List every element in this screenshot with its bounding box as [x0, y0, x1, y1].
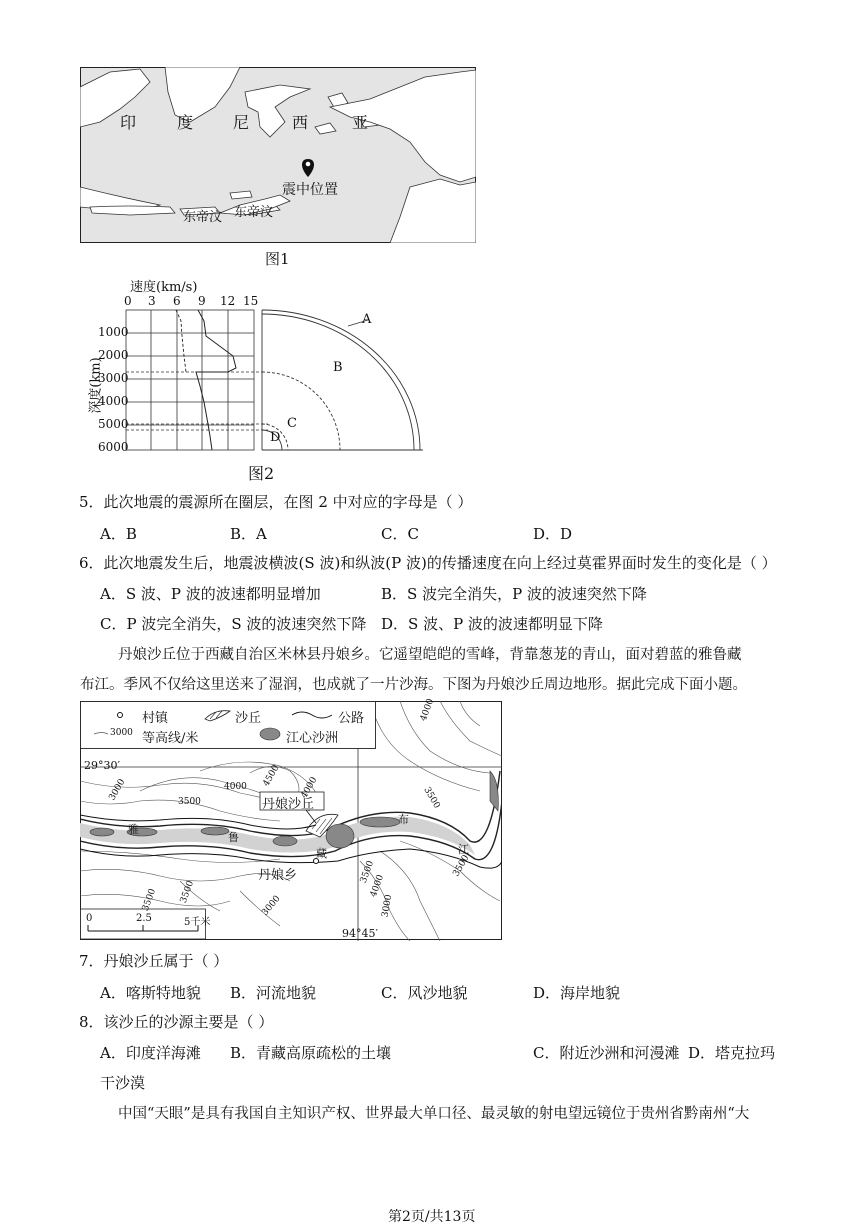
contour-label-6: 3500	[421, 785, 442, 811]
scale-5km: 5千米	[184, 917, 211, 928]
epicenter-label: 震中位置	[282, 182, 338, 198]
legend-dune-label: 沙丘	[235, 711, 262, 726]
q7-option-d[interactable]: D．海岸地貌	[533, 984, 621, 1002]
speed-tick-9: 9	[198, 294, 206, 308]
legend-island-label: 江心沙洲	[286, 731, 339, 746]
danniang-town-label: 丹娘乡	[258, 868, 298, 883]
contour-label-11: 4000	[299, 775, 320, 801]
layer-label-d: D	[270, 430, 281, 445]
map-label-xi: 西	[292, 113, 309, 132]
q8-option-d[interactable]: D．塔克拉玛	[688, 1044, 776, 1062]
river-char-lu: 鲁	[228, 831, 239, 844]
legend-village-label: 村镇	[142, 711, 169, 726]
q7-option-c[interactable]: C．风沙地貌	[381, 984, 468, 1002]
q8-option-b[interactable]: B．青藏高原疏松的土壤	[230, 1044, 392, 1062]
river-char-ya: 雅	[128, 823, 139, 836]
contour-label-7: 4000	[368, 873, 387, 899]
contour-label-1: 4000	[224, 782, 247, 792]
timor-label-west: 东帝汶	[183, 210, 223, 225]
q5-option-b[interactable]: B．A	[230, 525, 267, 543]
layer-label-b: B	[333, 360, 343, 375]
depth-tick-6000: 6000	[98, 440, 129, 454]
question-8-stem: 8．该沙丘的沙源主要是（ ）	[79, 1013, 274, 1031]
river-char-zang: 藏	[316, 847, 327, 860]
contour-label-10: 3500	[178, 879, 197, 905]
q8-option-a[interactable]: A．印度洋海滩	[100, 1044, 201, 1062]
scale-0: 0	[86, 913, 93, 924]
q6-option-c[interactable]: C．P 波完全消失，S 波的波速突然下降	[100, 615, 367, 633]
river-char-bu: 布	[398, 813, 409, 826]
river-char-jiang: 江	[458, 843, 469, 856]
passage-1-line-1: 丹娘沙丘位于西藏自治区米林县丹娘乡。它遥望皑皑的雪峰，背靠葱茏的青山，面对碧蓝的雅鲁藏	[118, 647, 742, 663]
speed-tick-3: 3	[148, 294, 156, 308]
contour-label-12: 3500	[358, 859, 377, 885]
legend-contour-value: 3000	[110, 728, 133, 738]
question-6-stem: 6．此次地震发生后，地震波横波(S 波)和纵波(P 波)的传播速度在向上经过莫霍界面时发生的变化是（ ）	[79, 554, 777, 572]
question-7-stem: 7．丹娘沙丘属于（ ）	[79, 952, 229, 970]
figure-1-map	[80, 67, 476, 243]
legend-road-label: 公路	[338, 711, 365, 726]
question-5-stem: 5．此次地震的震源所在圈层，在图 2 中对应的字母是（ ）	[79, 493, 473, 511]
latitude-label: 29°30′	[84, 759, 120, 772]
contour-label-9: 3500	[140, 887, 159, 913]
q6-option-b[interactable]: B．S 波完全消失，P 波的波速突然下降	[381, 585, 647, 603]
map-label-ya: 亚	[352, 113, 369, 132]
danniang-dune-label: 丹娘沙丘	[262, 797, 315, 812]
scale-2-5: 2.5	[136, 913, 152, 924]
q5-option-d[interactable]: D．D	[533, 525, 573, 543]
q6-option-d[interactable]: D．S 波、P 波的波速都明显下降	[381, 615, 603, 633]
depth-tick-5000: 5000	[98, 417, 129, 431]
contour-label-5: 3000	[107, 777, 128, 803]
contour-label-8: 3000	[260, 894, 283, 918]
q5-option-a[interactable]: A．B	[100, 525, 137, 543]
depth-tick-1000: 1000	[98, 325, 129, 339]
depth-axis-label: 深度(km)	[88, 357, 104, 414]
speed-tick-0: 0	[124, 294, 132, 308]
depth-tick-4000: 4000	[98, 394, 129, 408]
indonesia-map-svg	[80, 67, 476, 243]
figure-2-velocity	[78, 276, 428, 456]
legend-contour-label: 等高线/米	[142, 731, 199, 746]
timor-label-east: 东帝汶	[234, 205, 274, 220]
q5-option-c[interactable]: C．C	[381, 525, 419, 543]
layer-label-a: A	[362, 312, 372, 327]
map-label-yin: 印	[120, 113, 137, 132]
passage-2-line-1: 中国“天眼”是具有我国自主知识产权、世界最大单口径、最灵敏的射电望远镜位于贵州省黔南州“大	[118, 1106, 750, 1122]
contour-label-13: 3000	[380, 893, 395, 919]
contour-label-4: 3500	[178, 797, 201, 807]
speed-tick-15: 15	[243, 294, 259, 308]
q8-option-c[interactable]: C．附近沙洲和河漫滩	[533, 1044, 680, 1062]
q6-option-a[interactable]: A．S 波、P 波的波速都明显增加	[100, 585, 321, 603]
page-footer: 第2页/共13页	[388, 1209, 476, 1225]
longitude-label: 94°45′	[342, 927, 378, 940]
figure-1-caption: 图1	[265, 250, 290, 268]
depth-tick-2000: 2000	[98, 348, 129, 362]
contour-label-14: 3500	[451, 853, 472, 879]
contour-label-2: 4500	[261, 763, 282, 789]
map-label-ni: 尼	[233, 113, 250, 132]
q8-option-d-wrap: 干沙漠	[100, 1074, 146, 1092]
depth-tick-3000: 3000	[98, 371, 129, 385]
speed-axis-label: 速度(km/s)	[130, 280, 198, 295]
q7-option-b[interactable]: B．河流地貌	[230, 984, 317, 1002]
danniang-topo-map	[80, 697, 502, 941]
layer-label-c: C	[287, 416, 297, 431]
contour-label-3: 4000	[418, 697, 437, 723]
map-label-du: 度	[177, 113, 194, 132]
figure-2-caption: 图2	[248, 464, 275, 483]
q7-option-a[interactable]: A．喀斯特地貌	[100, 984, 201, 1002]
speed-tick-12: 12	[220, 294, 236, 308]
passage-1-line-2: 布江。季风不仅给这里送来了湿润，也成就了一片沙海。下图为丹娘沙丘周边地形。据此完成下面小题。	[80, 677, 747, 693]
speed-tick-6: 6	[173, 294, 181, 308]
